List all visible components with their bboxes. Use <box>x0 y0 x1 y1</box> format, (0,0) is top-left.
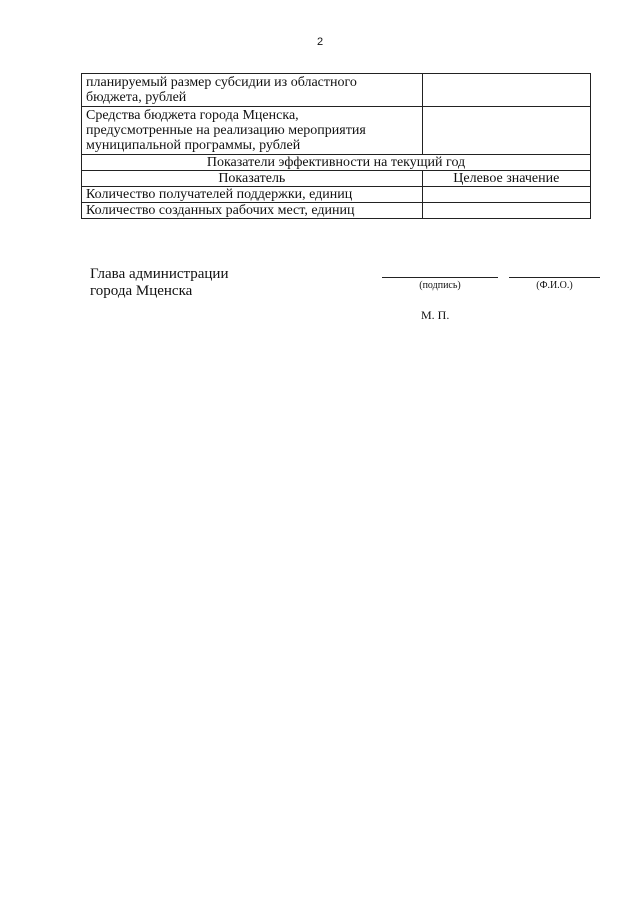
signature-line <box>382 277 498 278</box>
indicator-value <box>422 203 590 219</box>
table-section-header-row <box>82 155 591 171</box>
signatory-title-line1: Глава администрации <box>90 266 229 282</box>
city-budget-label: Средства бюджета города Мценска, предусмотренные на реализацию мероприятия муниципальной программы, рублей <box>82 107 423 155</box>
signature-caption: (подпись) <box>419 280 461 291</box>
indicator-label: Количество созданных рабочих мест, единиц <box>82 203 423 219</box>
table-row <box>82 203 591 219</box>
indicator-value <box>422 187 590 203</box>
regional-subsidy-label: планируемый размер субсидии из областного бюджета, рублей <box>82 74 423 107</box>
subsidy-table <box>81 73 591 219</box>
city-budget-value <box>422 107 590 155</box>
section-header: Показатели эффективности на текущий год <box>82 155 591 171</box>
signatory-title <box>90 266 228 300</box>
table-row-city-budget <box>82 107 591 155</box>
table-column-header-row <box>82 171 591 187</box>
signatory-title-line2: города Мценска <box>90 283 193 299</box>
regional-subsidy-value <box>422 74 590 107</box>
stamp-placeholder: М. П. <box>421 308 450 322</box>
page-number: 2 <box>316 36 324 48</box>
column-header-indicator: Показатель <box>82 171 423 187</box>
column-header-target: Целевое значение <box>422 171 590 187</box>
fio-caption: (Ф.И.О.) <box>536 280 573 291</box>
fio-line <box>509 277 600 278</box>
table-row-regional-subsidy <box>82 74 591 107</box>
indicator-label: Количество получателей поддержки, единиц <box>82 187 423 203</box>
table-row <box>82 187 591 203</box>
